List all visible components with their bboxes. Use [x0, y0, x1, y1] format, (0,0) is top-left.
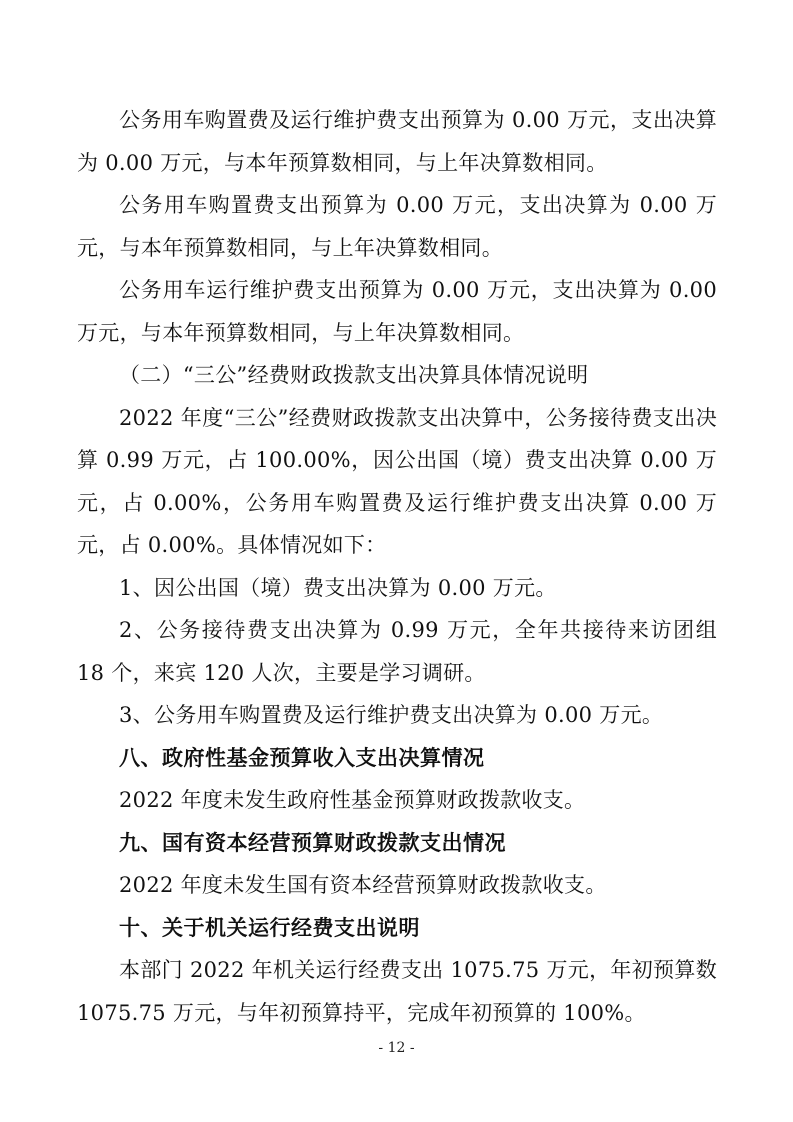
- section-heading-9: 九、国有资本经营预算财政拨款支出情况: [119, 830, 506, 855]
- list-item-reception: 2、公务接待费支出决算为 0.99 万元，全年共接待来访团组 18 个，来宾 120 人次，主要是学习调研。: [77, 618, 717, 685]
- paragraph-vehicle-purchase: 公务用车购置费支出预算为 0.00 万元，支出决算为 0.00 万元，与本年预算数相同，与上年决算数相同。: [77, 193, 717, 260]
- page-number: - 12 -: [378, 1040, 415, 1056]
- paragraph-vehicle-maintenance: 公务用车运行维护费支出预算为 0.00 万元，支出决算为 0.00 万元，与本年预算数相同，与上年决算数相同。: [77, 278, 717, 345]
- section-heading-8: 八、政府性基金预算收入支出决算情况: [119, 745, 485, 770]
- paragraph-three-public-summary: 2022 年度“三公”经费财政拨款支出决算中，公务接待费支出决算 0.99 万元，占 100.00%，因公出国（境）费支出决算 0.00 万元，占 0.00%，公务用车购置费及运行维护费支出决算 0.00 万元，占 0.00%。具体情况如下：: [77, 405, 717, 557]
- paragraph-operating-expense: 本部门 2022 年机关运行经费支出 1075.75 万元，年初预算数 1075.75 万元，与年初预算持平，完成年初预算的 100%。: [77, 958, 717, 1025]
- document-body: [77, 99, 717, 1034]
- subheading-three-public-details: （二）“三公”经费财政拨款支出决算具体情况说明: [119, 363, 589, 387]
- list-item-vehicle: 3、公务用车购置费及运行维护费支出决算为 0.00 万元。: [119, 703, 664, 727]
- list-item-overseas: 1、因公出国（境）费支出决算为 0.00 万元。: [119, 575, 557, 600]
- paragraph-vehicle-total: 公务用车购置费及运行维护费支出预算为 0.00 万元，支出决算为 0.00 万元，与本年预算数相同，与上年决算数相同。: [77, 108, 717, 175]
- paragraph-government-fund: 2022 年度未发生政府性基金预算财政拨款收支。: [119, 788, 586, 812]
- section-heading-10: 十、关于机关运行经费支出说明: [119, 915, 420, 940]
- paragraph-state-capital: 2022 年度未发生国有资本经营预算财政拨款收支。: [119, 873, 607, 897]
